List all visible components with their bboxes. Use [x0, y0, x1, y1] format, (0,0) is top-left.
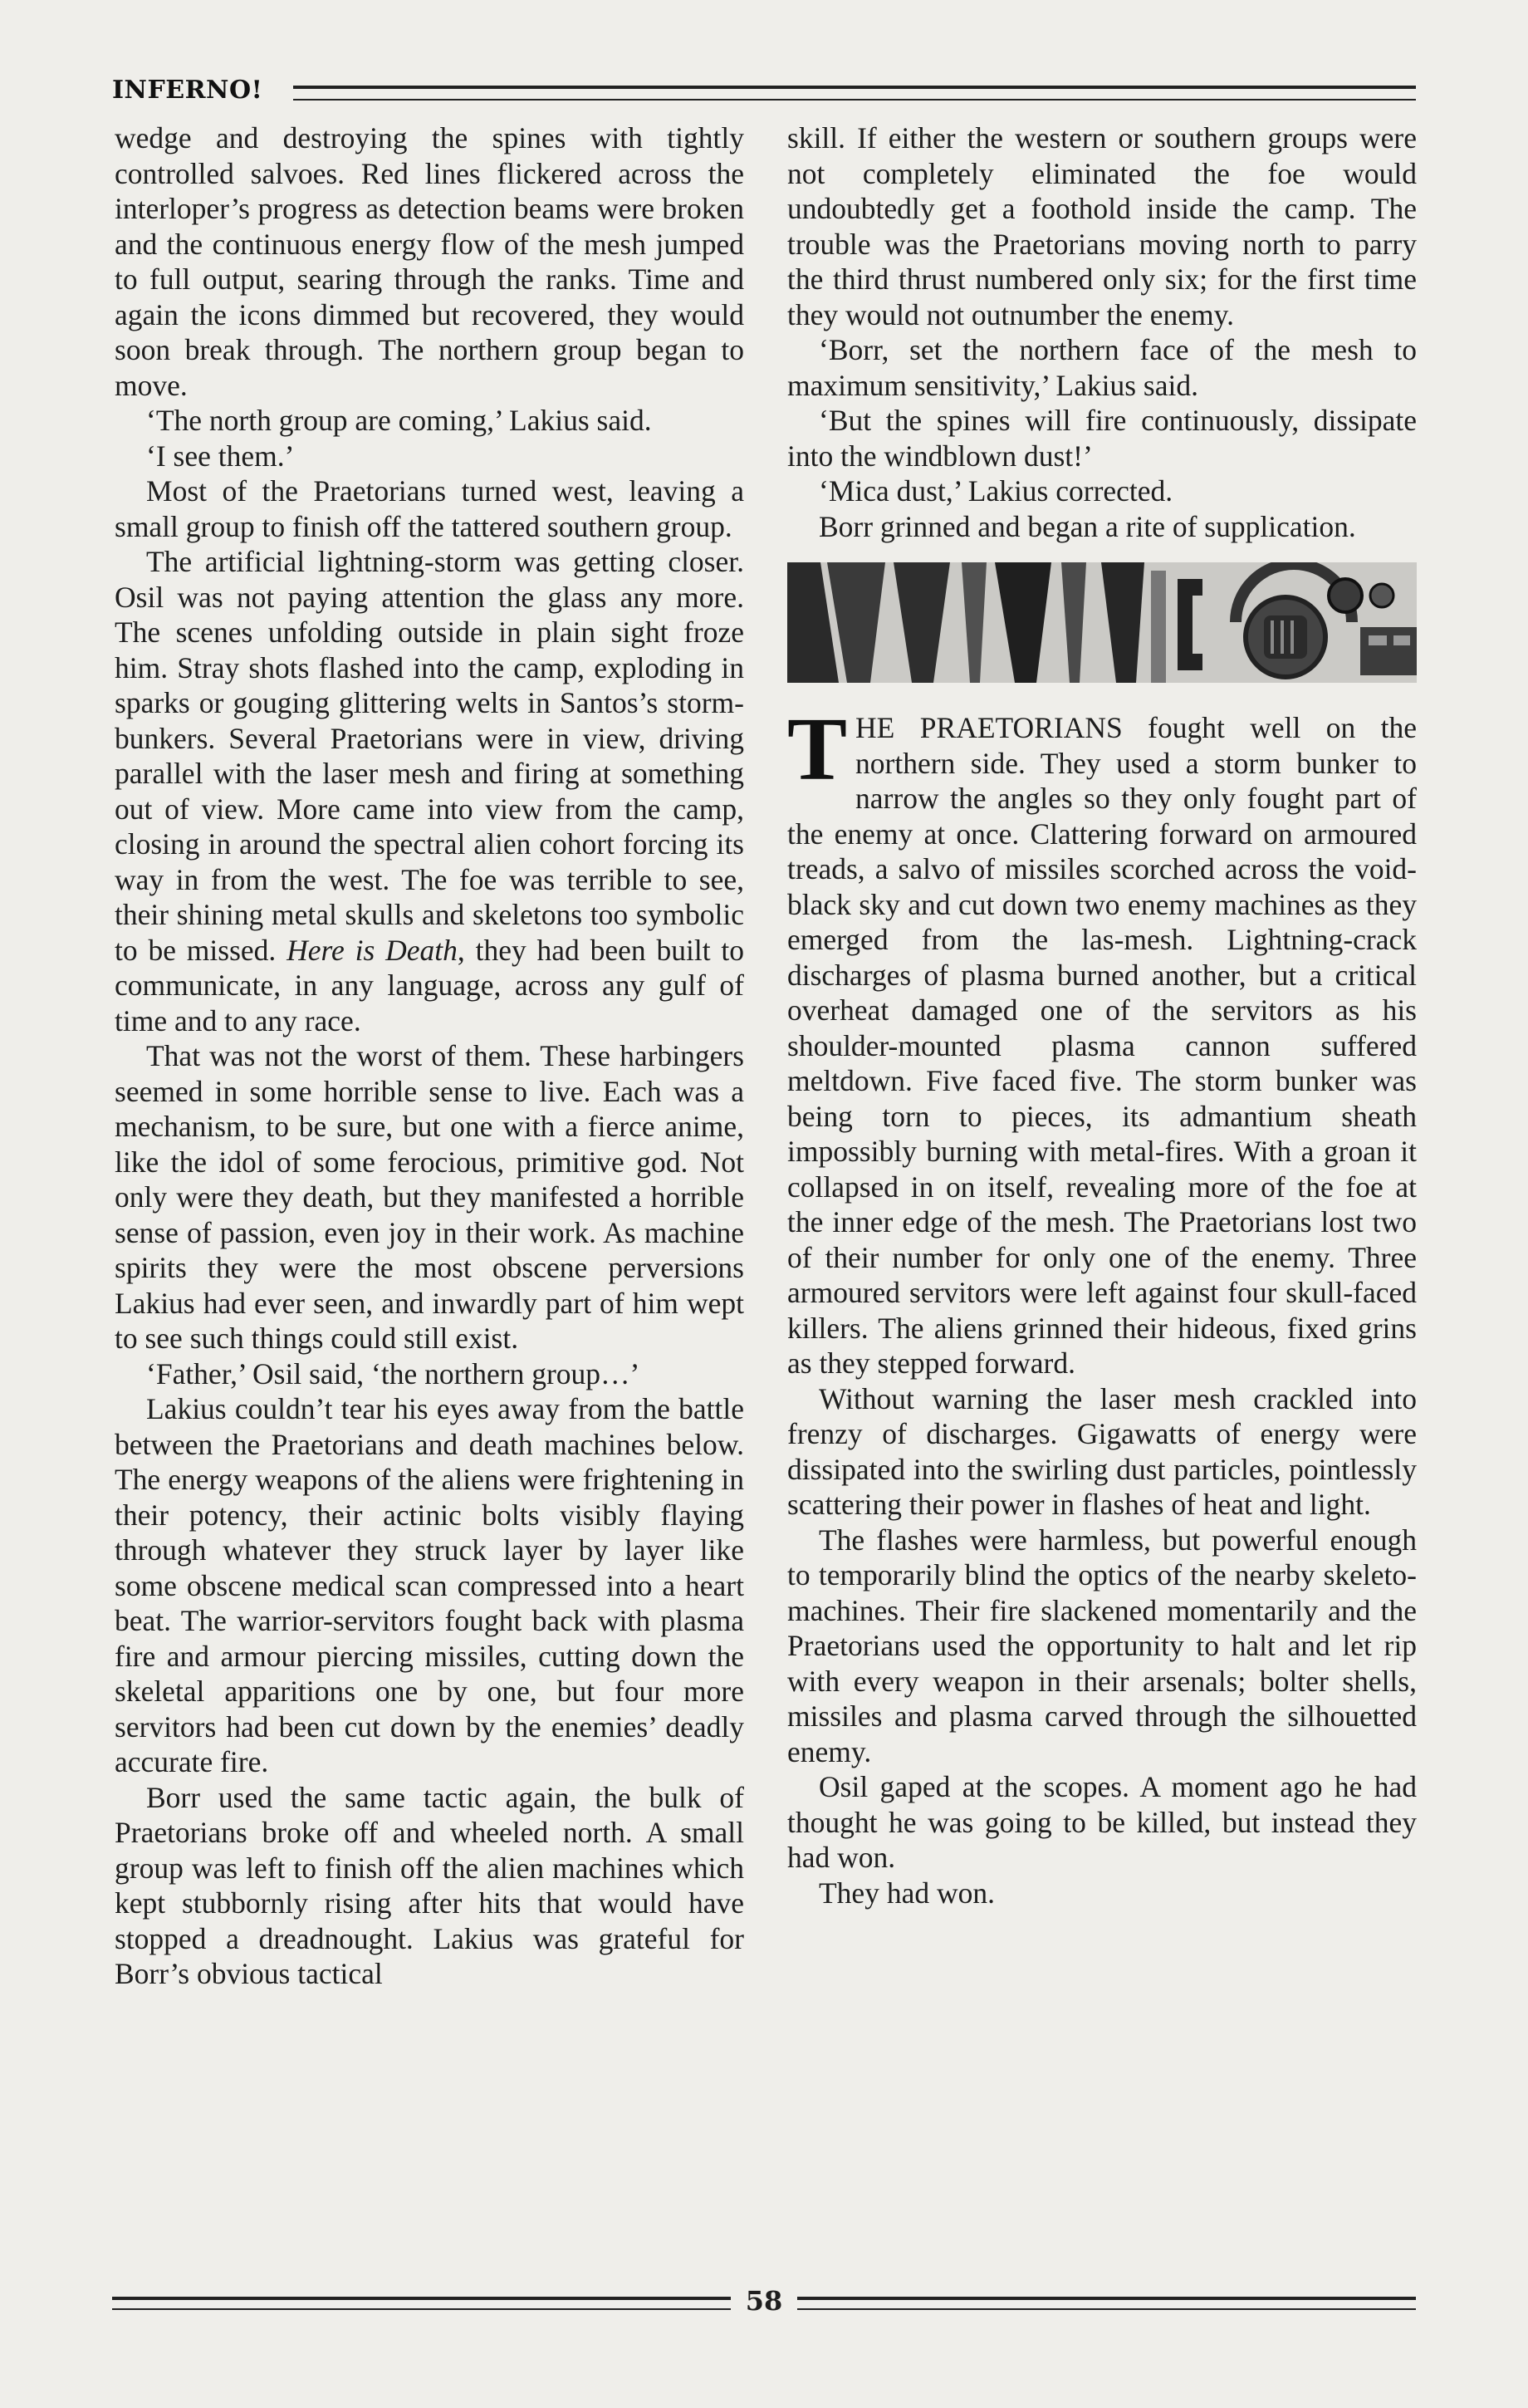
paragraph: That was not the worst of them. These harbingers seemed in some horrible sense to live. Each was a mechanism, to be sure, but one with a fierce anime, like the idol of some ferocious, primitive god. Not only were they death, but they manifested a horrible sense of passion, even joy in their work. As machine spirits they were the most obscene perversions Lakius had ever seen, and inwardly part of him wept to see such things could still exist.	[115, 1039, 744, 1355]
header-rule	[293, 86, 1416, 101]
paragraph: wedge and destroying the spines with tightly controlled salvoes. Red lines flickered across the interloper’s progress as detection beams were broken and the continuous energy flow of the mesh jumped to full output, searing through the ranks. Time and again the icons dimmed but recovered, they would soon break through. The northern group began to move.	[115, 121, 744, 402]
running-header	[112, 70, 1416, 111]
paragraph-dropcap	[787, 700, 1417, 1381]
paragraph: skill. If either the western or southern groups were not completely eliminated the foe would undoubtedly get a foothold inside the camp. The trouble was the Praetorians moving north to parry the third thrust numbered only six; for the first time they would not outnumber the enemy.	[787, 121, 1417, 331]
header-title: INFERNO!	[112, 76, 263, 105]
paragraph: Lakius couldn’t tear his eyes away from the battle between the Praetorians and death machines below. The energy weapons of the aliens were frightening in their potency, their actinic bolts visibly flaying through whatever they struck layer by layer like some obscene medical scan compressed into a heart beat. The warrior-servitors fought back with plasma fire and armour piercing missiles, cutting down the skeletal apparitions one by one, but four more servitors had been cut down by the enemies’ deadly accurate fire.	[115, 1392, 744, 1778]
paragraph: Without warning the laser mesh crackled into frenzy of discharges. Gigawatts of energy were dissipated into the swirling dust particles, pointlessly scattering their power in flashes of heat and light.	[787, 1381, 1417, 1521]
footer-rule	[112, 2297, 731, 2310]
machine-illustration-icon	[787, 562, 1417, 683]
paragraph: Borr used the same tactic again, the bulk of Praetorians broke off and wheeled north. A small group was left to finish off the alien machines which kept stubbornly rising after hits that would have stopped a dreadnought. Lakius was grateful for Borr’s obvious tactical	[115, 1780, 744, 1990]
drop-cap: T	[787, 700, 848, 799]
paragraph: ‘Mica dust,’ Lakius corrected.	[819, 474, 1173, 508]
paragraph: Osil gaped at the scopes. A moment ago he had thought he was going to be killed, but instead they had won.	[787, 1770, 1417, 1874]
paragraph: ‘Father,’ Osil said, ‘the northern group…’	[146, 1356, 640, 1390]
section-break-illustration	[787, 562, 1417, 683]
paragraph-text: HE PRAETORIANS fought well on the northern side. They used a storm bunker to narrow the angles so they only fought part of the enemy at once. Clattering forward on armoured treads, a salvo of missiles scorched across the void-black sky and cut down two enemy machines as they emerged from the las-mesh. Lightning-crack discharges of plasma burned another, but a critical overheat damaged one of the servitors as his shoulder-mounted plasma cannon suffered meltdown. Five faced five. The storm bunker was being torn to pieces, its admantium sheath impossibly burning with metal-fires. With a groan it collapsed in on itself, revealing more of the foe at the inner edge of the mesh. The Praetorians lost two of their number for only one of the enemy. Three armoured servitors were left against four skull-faced killers. The aliens grinned their hideous, fixed grins as they stepped forward.	[787, 711, 1417, 1380]
paragraph: ‘I see them.’	[146, 439, 295, 473]
right-column	[787, 120, 1417, 1910]
paragraph: They had won.	[819, 1876, 995, 1910]
paragraph: The flashes were harmless, but powerful enough to temporarily blind the optics of the nearby skeleto-machines. Their fire slackened momentarily and the Praetorians used the opportunity to halt and let rip with every weapon in their arsenals; bolter shells, missiles and plasma carved through the silhouetted enemy.	[787, 1523, 1417, 1768]
paragraph-text: The artificial lightning-storm was getting closer. Osil was not paying attention the glass any more. The scenes unfolding outside in plain sight froze him. Stray shots flashed into the camp, exploding in sparks or gouging glittering welts in Santos’s storm-bunkers. Several Praetorians were in view, driving parallel with the laser mesh and firing at something out of view. More came into view from the camp, closing in around the spectral alien cohort forcing its way in from the west. The foe was terrible to see, their shining metal skulls and skeletons too symbolic to be missed.	[115, 545, 744, 967]
page-number: 58	[745, 2285, 783, 2317]
paragraph: ‘The north group are coming,’ Lakius said.	[146, 404, 652, 437]
footer-rule	[797, 2297, 1416, 2310]
italic-phrase: Here is Death	[286, 933, 458, 967]
paragraph: ‘Borr, set the northern face of the mesh to maximum sensitivity,’ Lakius said.	[787, 333, 1417, 402]
paragraph: Most of the Praetorians turned west, leaving a small group to finish off the tattered southern group.	[115, 474, 744, 543]
left-column	[115, 120, 744, 1992]
paragraph-text: , they had been built to communicate, in any language, across any gulf of time and to any race.	[115, 933, 745, 1037]
paragraph: ‘But the spines will fire continuously, dissipate into the windblown dust!’	[787, 404, 1417, 473]
page-footer	[112, 2282, 1416, 2323]
paragraph: Borr grinned and began a rite of supplication.	[819, 509, 1356, 543]
paragraph	[115, 544, 744, 1038]
